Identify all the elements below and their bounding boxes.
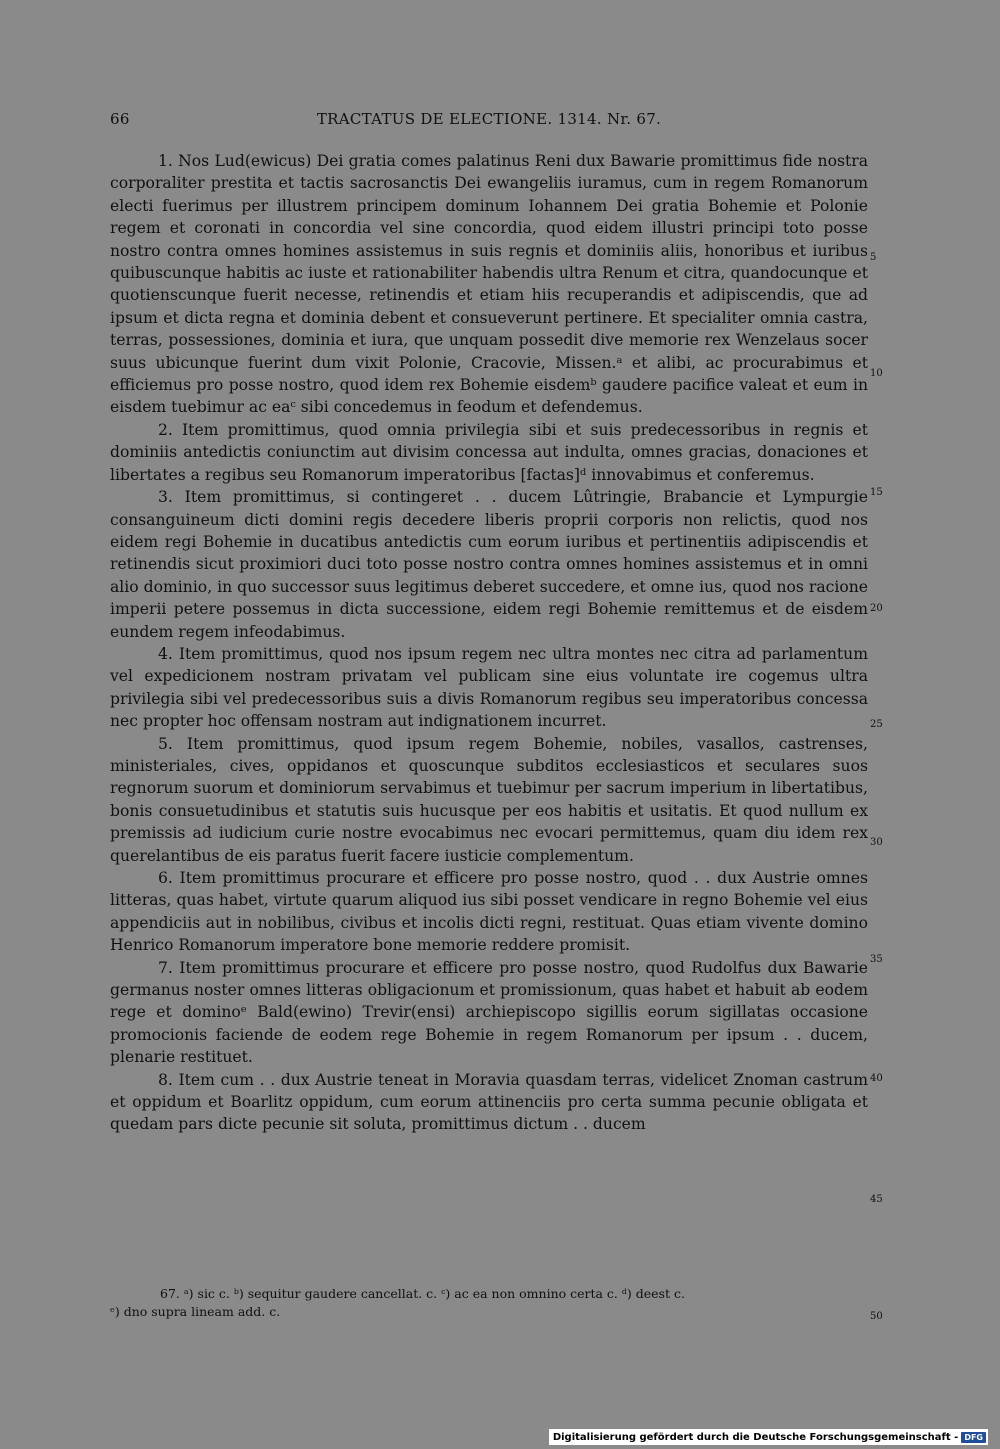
line-number: 40 bbox=[870, 1073, 883, 1084]
funding-banner bbox=[549, 1429, 988, 1445]
document-body bbox=[110, 150, 868, 1136]
line-number: 30 bbox=[870, 837, 883, 848]
footnotes bbox=[110, 1285, 868, 1321]
page-number: 66 bbox=[110, 110, 130, 128]
paragraph-3: 3. Item promittimus, si contingeret . . ducem Lûtringie, Brabancie et Lympurgie consanguineum dicti domini regis decedere liberis proprii corporis non relictis, quod nos eidem regi Bohemie in ducatibus antedictis cum eorum iuribus et pertinentiis adipiscendis et retinendis sicut proximiori duci toto posse nostro contra omnes homines assistemus et in omni alio dominio, in quo successor suus legitimus deberet succedere, et omne ius, quod nos racione imperii petere possemus in dicta successione, eidem regi Bohemie remittemus et de eisdem eundem regem infeodabimus. bbox=[110, 488, 868, 641]
dfg-logo-icon: DFG bbox=[961, 1432, 986, 1443]
line-number: 15 bbox=[870, 487, 883, 498]
line-number: 50 bbox=[870, 1311, 883, 1322]
paragraph-5: 5. Item promittimus, quod ipsum regem Bohemie, nobiles, vasallos, castrenses, ministeriales, cives, oppidanos et quoscunque subditos ecclesiasticos et seculares suos regnorum suorum et dominiorum servabimus et tuebimur per sacrum imperium in libertatibus, bonis consuetudinibus et statutis suis hucusque per eos habitis et usitatis. Et quod nullum ex premissis ad iudicium curie nostre evocabimus nec evocari permittemus, quam diu idem rex querelantibus de eis paratus fuerit facere iusticie complementum. bbox=[110, 734, 868, 865]
paragraph-8: 8. Item cum . . dux Austrie teneat in Moravia quasdam terras, videlicet Znoman castrum et oppidum et Boarlitz oppidum, cum eorum attinenciis pro certa summa pecunie obligata et quedam pars dicte pecunie sit soluta, promittimus dictum . . ducem bbox=[110, 1070, 868, 1134]
line-number: 5 bbox=[870, 252, 877, 263]
footnote-line-2: ᵉ) dno supra lineam add. c. bbox=[110, 1304, 281, 1319]
paragraph-2: 2. Item promittimus, quod omnia privilegia sibi et suis predecessoribus in regnis et dominiis antedictis coniunctim aut divisim concessa aut indulta, omnes gracias, donaciones et libertates a regibus seu Romanorum imperatoribus [factas]ᵈ innovabimus et conferemus. bbox=[110, 420, 868, 484]
line-number: 25 bbox=[870, 719, 883, 730]
running-title: TRACTATUS DE ELECTIONE. 1314. Nr. 67. bbox=[316, 110, 662, 128]
line-number: 45 bbox=[870, 1194, 883, 1205]
banner-text: Digitalisierung gefördert durch die Deutsche Forschungsgemeinschaft - bbox=[552, 1431, 959, 1443]
page-header bbox=[110, 110, 868, 136]
footnote-line-1: 67. ᵃ) sic c. ᵇ) sequitur gaudere cancellat. c. ᶜ) ac ea non omnino certa c. ᵈ) deest c. bbox=[160, 1286, 685, 1301]
paragraph-1: 1. Nos Lud(ewicus) Dei gratia comes palatinus Reni dux Bawarie promittimus fide nostra corporaliter prestita et tactis sacrosanctis Dei ewangeliis iuramus, cum in regem Romanorum electi fuerimus per illustrem principem dominum Iohannem Dei gratia Bohemie et Polonie regem et coronati in concordia vel sine concordia, quod eidem illustri principi toto posse nostro contra omnes homines assistemus in suis regnis et dominiis aliis, honoribus et iuribus quibuscunque habitis ac iuste et rationabiliter habendis ultra Renum et citra, quandocunque et quotienscunque fuerit necesse, retinendis et etiam hiis recuperandis et adipiscendis, que ad ipsum et dicta regna et dominia debent et consueverunt pertinere. Et specialiter omnia castra, terras, possessiones, dominia et iura, que unquam possedit dive memorie rex Wenzelaus socer suus ubicunque fuerint dum vixit Polonie, Cracovie, Missen.ᵃ et alibi, ac procurabimus et efficiemus pro posse nostro, quod idem rex Bohemie eisdemᵇ gaudere pacifice valeat et eum in eisdem tuebimur ac eaᶜ sibi concedemus in feodum et defendemus. bbox=[110, 152, 868, 417]
paragraph-4: 4. Item promittimus, quod nos ipsum regem nec ultra montes nec citra ad parlamentum vel expedicionem nostram privatam vel publicam sine eius voluntate ire cogemus ultra privilegia sibi vel predecessoribus suis a divis Romanorum regibus seu imperatoribus concessa nec propter hoc offensam nostram aut indignationem incurret. bbox=[110, 644, 868, 731]
line-number: 35 bbox=[870, 954, 883, 965]
line-number: 10 bbox=[870, 368, 883, 379]
line-number: 20 bbox=[870, 603, 883, 614]
paragraph-6: 6. Item promittimus procurare et efficere pro posse nostro, quod . . dux Austrie omnes litteras, quas habet, virtute quarum aliquod ius sibi posset vendicare in regno Bohemie vel eius appendiciis aut in nobilibus, civibus et incolis dicti regni, restituat. Quas etiam vivente domino Henrico Romanorum imperatore bone memorie reddere promisit. bbox=[110, 869, 868, 955]
paragraph-7: 7. Item promittimus procurare et efficere pro posse nostro, quod Rudolfus dux Bawarie germanus noster omnes litteras obligacionum et promissionum, quas habet et habuit ab eodem rege et dominoᵉ Bald(ewino) Trevir(ensi) archiepiscopo sigillis eorum sigillatas occasione promocionis faciende de eodem rege Bohemie in regem Romanorum per ipsum . . ducem, plenarie restituet. bbox=[110, 958, 868, 1067]
